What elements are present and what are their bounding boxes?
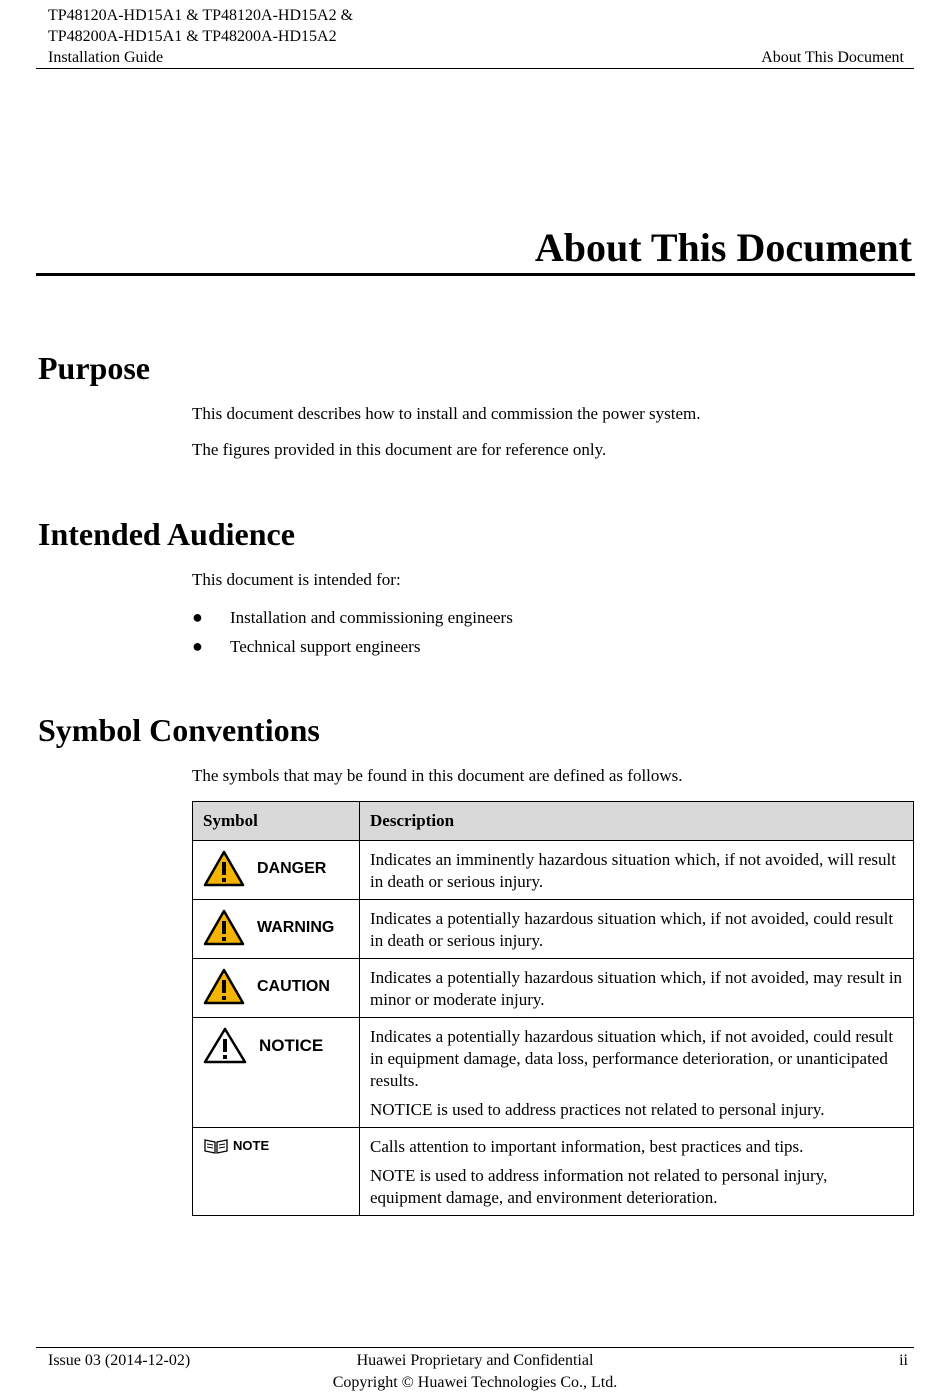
purpose-paragraph: This document describes how to install and commission the power system. bbox=[192, 404, 701, 423]
description-text: NOTICE is used to address practices not related to personal injury. bbox=[370, 1100, 825, 1119]
symbols-heading: Symbol Conventions bbox=[38, 712, 320, 748]
symbols-intro: The symbols that may be found in this document are defined as follows. bbox=[192, 766, 683, 785]
warning-triangle-icon bbox=[203, 850, 245, 888]
signal-word: NOTICE bbox=[259, 1036, 324, 1055]
symbol-cell bbox=[193, 900, 360, 959]
note-signal bbox=[203, 1134, 349, 1158]
table-row bbox=[193, 900, 914, 959]
table-header-row bbox=[193, 802, 914, 841]
list-item bbox=[192, 607, 513, 628]
audience-heading: Intended Audience bbox=[38, 516, 295, 552]
list-item-text: Installation and commissioning engineers bbox=[230, 608, 513, 627]
description-text: NOTE is used to address information not related to personal injury, equipment damage, and environment deterioration. bbox=[370, 1166, 828, 1207]
signal-word: NOTE bbox=[233, 1138, 270, 1153]
description-text: Calls attention to important information, best practices and tips. bbox=[370, 1137, 804, 1156]
column-header-symbol: Symbol bbox=[193, 802, 360, 841]
description-text: Indicates a potentially hazardous situation which, if not avoided, may result in minor or moderate injury. bbox=[370, 968, 903, 1009]
footer-confidential: Huawei Proprietary and Confidential bbox=[356, 1352, 594, 1369]
footer-center bbox=[0, 1350, 950, 1394]
description-cell bbox=[360, 900, 914, 959]
title-divider bbox=[36, 273, 915, 276]
danger-signal bbox=[203, 847, 349, 891]
header-doc-type: Installation Guide bbox=[48, 49, 164, 66]
page-title: About This Document bbox=[534, 225, 912, 270]
bullet-icon: ● bbox=[192, 636, 203, 656]
table-row bbox=[193, 959, 914, 1018]
symbol-cell bbox=[193, 1018, 360, 1128]
page-number: ii bbox=[899, 1352, 908, 1369]
notice-signal bbox=[203, 1024, 349, 1068]
table-row bbox=[193, 841, 914, 900]
description-cell bbox=[360, 841, 914, 900]
warning-triangle-icon bbox=[203, 909, 245, 947]
symbol-conventions-table bbox=[192, 801, 914, 1216]
symbol-cell bbox=[193, 959, 360, 1018]
description-text: Indicates a potentially hazardous situation which, if not avoided, could result in equipment damage, data loss, performance deterioration, or unanticipated results. bbox=[370, 1027, 894, 1090]
header-section: About This Document bbox=[761, 49, 904, 66]
column-header-description: Description bbox=[360, 802, 914, 841]
table-row bbox=[193, 1128, 914, 1216]
warning-triangle-outline-icon bbox=[203, 1027, 247, 1065]
footer-copyright: Copyright © Huawei Technologies Co., Ltd. bbox=[332, 1374, 618, 1391]
header-product-line-2: TP48200A-HD15A1 & TP48200A-HD15A2 bbox=[48, 28, 337, 45]
description-cell bbox=[360, 959, 914, 1018]
header-divider bbox=[36, 68, 914, 69]
list-item-text: Technical support engineers bbox=[230, 637, 421, 656]
list-item bbox=[192, 636, 420, 657]
open-book-icon bbox=[203, 1137, 229, 1155]
table-row bbox=[193, 1018, 914, 1128]
signal-word: DANGER bbox=[257, 860, 327, 877]
audience-intro: This document is intended for: bbox=[192, 570, 401, 589]
footer-issue: Issue 03 (2014-12-02) bbox=[48, 1352, 191, 1369]
caution-signal bbox=[203, 965, 349, 1009]
footer-divider bbox=[36, 1347, 914, 1348]
warning-signal bbox=[203, 906, 349, 950]
signal-word: CAUTION bbox=[257, 978, 330, 995]
description-text: Indicates an imminently hazardous situation which, if not avoided, will result in death or serious injury. bbox=[370, 850, 896, 891]
purpose-heading: Purpose bbox=[38, 350, 150, 386]
description-text: Indicates a potentially hazardous situation which, if not avoided, could result in death or serious injury. bbox=[370, 909, 894, 950]
purpose-paragraph: The figures provided in this document are for reference only. bbox=[192, 440, 607, 459]
symbol-cell bbox=[193, 841, 360, 900]
description-cell bbox=[360, 1018, 914, 1128]
bullet-icon: ● bbox=[192, 607, 203, 627]
symbol-cell bbox=[193, 1128, 360, 1216]
header-product-line-1: TP48120A-HD15A1 & TP48120A-HD15A2 & bbox=[48, 7, 354, 24]
description-cell bbox=[360, 1128, 914, 1216]
warning-triangle-icon bbox=[203, 968, 245, 1006]
signal-word: WARNING bbox=[257, 919, 335, 936]
running-header bbox=[48, 5, 353, 68]
